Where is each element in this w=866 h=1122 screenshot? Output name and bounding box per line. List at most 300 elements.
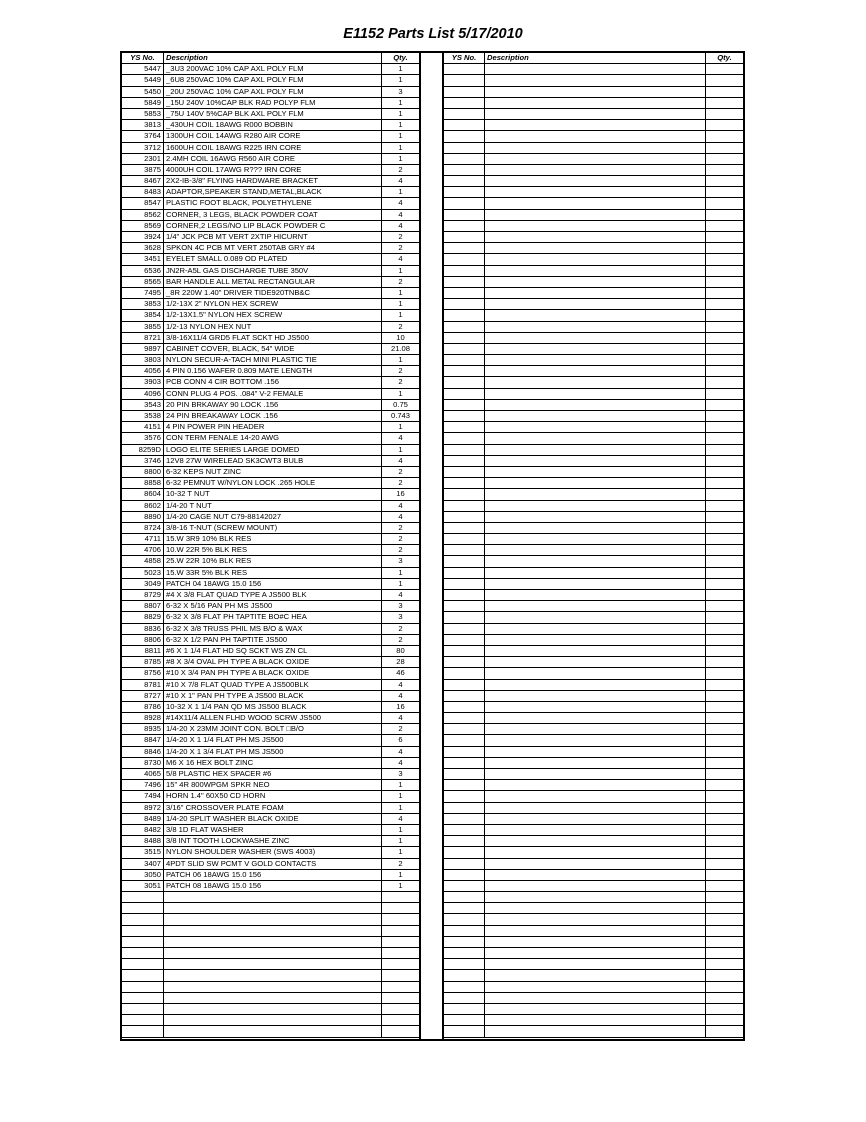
empty-table-row xyxy=(444,892,743,903)
qty-cell xyxy=(706,299,743,309)
ys-no-cell xyxy=(444,1004,485,1014)
table-row xyxy=(122,847,419,858)
ys-no-cell: 8846 xyxy=(122,747,164,757)
ys-no-cell: 4151 xyxy=(122,422,164,432)
qty-cell xyxy=(706,187,743,197)
empty-table-row xyxy=(444,568,743,579)
empty-table-row xyxy=(444,489,743,500)
empty-table-row xyxy=(444,758,743,769)
ys-no-cell xyxy=(444,803,485,813)
ys-no-cell xyxy=(444,735,485,745)
empty-table-row xyxy=(444,366,743,377)
description-cell xyxy=(485,612,706,622)
ys-no-cell: 8847 xyxy=(122,735,164,745)
empty-table-row xyxy=(444,254,743,265)
ys-no-cell: 8786 xyxy=(122,702,164,712)
description-cell: 1/4-20 T NUT xyxy=(164,501,382,511)
description-cell: _75U 140V 5%CAP BLK AXL POLY FLM xyxy=(164,109,382,119)
ys-no-cell: 3712 xyxy=(122,143,164,153)
description-cell: 3/8 1D FLAT WASHER xyxy=(164,825,382,835)
qty-cell: 2 xyxy=(398,276,403,286)
ys-no-cell xyxy=(444,903,485,913)
ys-no-cell xyxy=(444,433,485,443)
qty-cell xyxy=(706,254,743,264)
table-row xyxy=(122,512,419,523)
description-cell: 20 PIN BRKAWAY 90 LOCK .156 xyxy=(164,400,382,410)
table-row xyxy=(122,680,419,691)
ys-no-cell xyxy=(444,377,485,387)
table-row xyxy=(122,780,419,791)
qty-cell xyxy=(382,1026,419,1036)
qty-cell: 4 xyxy=(398,679,403,689)
description-cell xyxy=(485,568,706,578)
description-cell: PCB CONN 4 CIR BOTTOM .156 xyxy=(164,377,382,387)
qty-cell: 1 xyxy=(398,869,403,879)
description-cell: #6 X 1 1/4 FLAT HD SQ SCKT WS ZN CL xyxy=(164,646,382,656)
ys-no-cell: 8547 xyxy=(122,198,164,208)
qty-cell xyxy=(706,836,743,846)
ys-no-cell xyxy=(444,624,485,634)
qty-cell xyxy=(706,221,743,231)
qty-cell xyxy=(706,344,743,354)
ys-no-cell xyxy=(444,210,485,220)
qty-cell xyxy=(706,333,743,343)
description-cell xyxy=(485,735,706,745)
header-ys-no: YS No. xyxy=(444,53,485,63)
ys-no-cell xyxy=(444,75,485,85)
description-cell xyxy=(485,501,706,511)
empty-table-row xyxy=(444,724,743,735)
empty-table-row xyxy=(444,411,743,422)
description-cell: LOGO ELITE SERIES LARGE DOMED xyxy=(164,445,382,455)
ys-no-cell: 7496 xyxy=(122,780,164,790)
description-cell xyxy=(485,780,706,790)
empty-table-row xyxy=(444,98,743,109)
ys-no-cell xyxy=(444,355,485,365)
qty-cell xyxy=(706,389,743,399)
table-row xyxy=(122,433,419,444)
description-cell xyxy=(485,993,706,1003)
qty-cell xyxy=(382,1004,419,1014)
qty-cell: 1 xyxy=(398,355,403,365)
ys-no-cell xyxy=(444,612,485,622)
qty-cell xyxy=(706,948,743,958)
description-cell xyxy=(485,143,706,153)
description-cell xyxy=(485,948,706,958)
description-cell xyxy=(485,467,706,477)
qty-cell: 4 xyxy=(398,813,403,823)
empty-table-row xyxy=(444,143,743,154)
ys-no-cell xyxy=(444,556,485,566)
description-cell: 1/2-13X 2" NYLON HEX SCREW xyxy=(164,299,382,309)
ys-no-cell: 4706 xyxy=(122,545,164,555)
ys-no-cell: 8785 xyxy=(122,657,164,667)
header-description: Description xyxy=(485,53,706,63)
qty-cell xyxy=(706,232,743,242)
qty-cell xyxy=(706,568,743,578)
table-row xyxy=(122,411,419,422)
empty-table-row xyxy=(444,523,743,534)
ys-no-cell xyxy=(444,176,485,186)
table-row xyxy=(122,668,419,679)
qty-cell xyxy=(706,970,743,980)
qty-cell xyxy=(706,635,743,645)
ys-no-cell xyxy=(444,523,485,533)
qty-cell xyxy=(706,993,743,1003)
ys-no-cell xyxy=(444,635,485,645)
description-cell: 6-32 X 5/16 PAN PH MS JS500 xyxy=(164,601,382,611)
empty-table-row xyxy=(444,881,743,892)
table-row xyxy=(122,836,419,847)
qty-cell: 2 xyxy=(398,724,403,734)
qty-cell xyxy=(706,903,743,913)
empty-table-row xyxy=(444,702,743,713)
empty-table-row xyxy=(444,243,743,254)
table-row xyxy=(122,198,419,209)
description-cell: HORN 1.4" 60X50 CD HORN xyxy=(164,791,382,801)
description-cell xyxy=(164,903,382,913)
ys-no-cell xyxy=(444,87,485,97)
ys-no-cell: 8811 xyxy=(122,646,164,656)
ys-no-cell xyxy=(444,422,485,432)
description-cell xyxy=(485,803,706,813)
description-cell: BAR HANDLE ALL METAL RECTANGULAR xyxy=(164,277,382,287)
description-cell xyxy=(164,959,382,969)
description-cell xyxy=(485,489,706,499)
ys-no-cell: 8724 xyxy=(122,523,164,533)
description-cell xyxy=(485,970,706,980)
empty-table-row xyxy=(122,982,419,993)
qty-cell xyxy=(706,310,743,320)
empty-table-row xyxy=(444,624,743,635)
ys-no-cell: 5447 xyxy=(122,64,164,74)
ys-no-cell xyxy=(444,579,485,589)
description-cell: NYLON SHOULDER WASHER (SWS 4003) xyxy=(164,847,382,857)
description-cell xyxy=(485,512,706,522)
description-cell: #4 X 3/8 FLAT QUAD TYPE A JS500 BLK xyxy=(164,590,382,600)
ys-no-cell: 4711 xyxy=(122,534,164,544)
qty-cell xyxy=(706,165,743,175)
table-row xyxy=(122,758,419,769)
qty-cell xyxy=(706,758,743,768)
table-header xyxy=(444,53,743,64)
ys-no-cell xyxy=(444,1026,485,1036)
empty-table-row xyxy=(444,322,743,333)
table-row xyxy=(122,389,419,400)
qty-cell xyxy=(706,601,743,611)
description-cell: _3U3 200VAC 10% CAP AXL POLY FLM xyxy=(164,64,382,74)
description-cell xyxy=(485,646,706,656)
table-row xyxy=(122,344,419,355)
table-row xyxy=(122,624,419,635)
table-row xyxy=(122,724,419,735)
description-cell xyxy=(485,411,706,421)
ys-no-cell: 5450 xyxy=(122,87,164,97)
qty-cell xyxy=(706,433,743,443)
qty-cell: 4 xyxy=(398,433,403,443)
table-row xyxy=(122,859,419,870)
qty-cell: 2 xyxy=(398,321,403,331)
ys-no-cell: 8890 xyxy=(122,512,164,522)
table-row xyxy=(122,747,419,758)
description-cell: #10 X 7/8 FLAT QUAD TYPE A JS500BLK xyxy=(164,680,382,690)
empty-table-row xyxy=(122,959,419,970)
description-cell: _20U 250VAC 10% CAP AXL POLY FLM xyxy=(164,87,382,97)
table-row xyxy=(122,825,419,836)
description-cell: 10-32 X 1 1/4 PAN QD MS JS500 BLACK xyxy=(164,702,382,712)
description-cell: 1600UH COIL 18AWG R225 IRN CORE xyxy=(164,143,382,153)
qty-cell xyxy=(706,825,743,835)
table-row xyxy=(122,109,419,120)
table-row xyxy=(122,422,419,433)
ys-no-cell xyxy=(122,1026,164,1036)
ys-no-cell xyxy=(122,1004,164,1014)
description-cell: 4 PIN POWER PIN HEADER xyxy=(164,422,382,432)
ys-no-cell: 8467 xyxy=(122,176,164,186)
description-cell: CONN PLUG 4 POS. .084" V-2 FEMALE xyxy=(164,389,382,399)
qty-cell xyxy=(706,914,743,924)
qty-cell: 1 xyxy=(398,880,403,890)
ys-no-cell: 8807 xyxy=(122,601,164,611)
ys-no-cell xyxy=(444,232,485,242)
table-row xyxy=(122,523,419,534)
description-cell: 3/8-16X11/4 GRD5 FLAT SCKT HD JS500 xyxy=(164,333,382,343)
table-row xyxy=(122,232,419,243)
description-cell xyxy=(485,187,706,197)
qty-cell xyxy=(706,870,743,880)
description-cell xyxy=(485,333,706,343)
ys-no-cell: 4056 xyxy=(122,366,164,376)
qty-cell: 2 xyxy=(398,232,403,241)
description-cell xyxy=(485,758,706,768)
empty-table-row xyxy=(444,377,743,388)
description-cell xyxy=(485,713,706,723)
header-qty: Qty. xyxy=(393,53,408,62)
empty-table-row xyxy=(444,299,743,310)
description-cell xyxy=(485,534,706,544)
qty-cell xyxy=(706,322,743,332)
qty-cell: 4 xyxy=(398,220,403,230)
description-cell xyxy=(485,859,706,869)
description-cell: 4PDT SLID SW PCMT V GOLD CONTACTS xyxy=(164,859,382,869)
ys-no-cell xyxy=(444,400,485,410)
qty-cell xyxy=(706,1004,743,1014)
empty-table-row xyxy=(444,691,743,702)
qty-cell: 4 xyxy=(398,511,403,521)
qty-cell xyxy=(382,970,419,980)
empty-table-row xyxy=(122,914,419,925)
description-cell xyxy=(485,355,706,365)
ys-no-cell: 3451 xyxy=(122,254,164,264)
ys-no-cell xyxy=(444,322,485,332)
table-row xyxy=(122,143,419,154)
empty-table-row xyxy=(444,646,743,657)
qty-cell xyxy=(706,512,743,522)
description-cell xyxy=(485,389,706,399)
empty-table-row xyxy=(122,926,419,937)
empty-table-row xyxy=(444,993,743,1004)
ys-no-cell: 8972 xyxy=(122,803,164,813)
description-cell: 6-32 X 1/2 PAN PH TAPTITE JS500 xyxy=(164,635,382,645)
empty-table-row xyxy=(444,433,743,444)
table-row xyxy=(122,579,419,590)
description-cell xyxy=(485,456,706,466)
ys-no-cell: 4065 xyxy=(122,769,164,779)
qty-cell: 1 xyxy=(398,824,403,834)
ys-no-cell: 3875 xyxy=(122,165,164,175)
ys-no-cell xyxy=(444,411,485,421)
qty-cell xyxy=(706,624,743,634)
ys-no-cell xyxy=(444,344,485,354)
description-cell: 1/4-20 X 1 3/4 FLAT PH MS JS500 xyxy=(164,747,382,757)
ys-no-cell xyxy=(444,221,485,231)
empty-table-row xyxy=(122,1026,419,1037)
description-cell: NYLON SECUR-A-TACH MINI PLASTIC TIE xyxy=(164,355,382,365)
table-row xyxy=(122,187,419,198)
qty-cell: 2 xyxy=(398,858,403,868)
qty-cell: 1 xyxy=(398,142,403,152)
ys-no-cell xyxy=(444,243,485,253)
qty-cell xyxy=(706,198,743,208)
qty-cell xyxy=(706,691,743,701)
description-cell: CON TERM FENALE 14-20 AWG xyxy=(164,433,382,443)
description-cell: PATCH 06 18AWG 15.0 156 xyxy=(164,870,382,880)
description-cell: 24 PIN BREAKAWAY LOCK .156 xyxy=(164,411,382,421)
qty-cell: 21.08 xyxy=(390,343,410,353)
ys-no-cell xyxy=(444,456,485,466)
description-cell xyxy=(485,254,706,264)
ys-no-cell xyxy=(444,445,485,455)
table-row xyxy=(122,691,419,702)
description-cell xyxy=(485,478,706,488)
empty-table-row xyxy=(444,210,743,221)
description-cell xyxy=(485,433,706,443)
description-cell xyxy=(485,445,706,455)
table-row xyxy=(122,501,419,512)
qty-cell xyxy=(706,377,743,387)
ys-no-cell xyxy=(444,859,485,869)
ys-no-cell xyxy=(444,568,485,578)
ys-no-cell: 3924 xyxy=(122,232,164,242)
empty-table-row xyxy=(444,198,743,209)
qty-cell xyxy=(706,87,743,97)
description-cell xyxy=(164,982,382,992)
table-row xyxy=(122,646,419,657)
empty-table-row xyxy=(444,982,743,993)
ys-no-cell: 3543 xyxy=(122,400,164,410)
ys-no-cell xyxy=(444,266,485,276)
qty-cell xyxy=(706,355,743,365)
ys-no-cell xyxy=(444,165,485,175)
qty-cell xyxy=(706,243,743,253)
description-cell xyxy=(485,881,706,891)
table-row xyxy=(122,489,419,500)
qty-cell xyxy=(706,176,743,186)
table-row xyxy=(122,64,419,75)
description-cell: PATCH 04 18AWG 15.0 156 xyxy=(164,579,382,589)
description-cell: 3/16" CROSSOVER PLATE FOAM xyxy=(164,803,382,813)
qty-cell xyxy=(706,847,743,857)
ys-no-cell: 5849 xyxy=(122,98,164,108)
table-row xyxy=(122,803,419,814)
qty-cell xyxy=(706,411,743,421)
ys-no-cell xyxy=(444,478,485,488)
qty-cell: 3 xyxy=(398,556,403,566)
description-cell: 6-32 KEPS NUT ZINC xyxy=(164,467,382,477)
qty-cell: 3 xyxy=(398,769,403,778)
ys-no-cell xyxy=(444,758,485,768)
ys-no-cell xyxy=(444,131,485,141)
qty-cell xyxy=(706,814,743,824)
qty-cell: 3 xyxy=(398,612,403,622)
ys-no-cell: 3803 xyxy=(122,355,164,365)
qty-cell: 2 xyxy=(398,634,403,644)
description-cell xyxy=(485,243,706,253)
qty-cell: 2 xyxy=(398,366,403,376)
description-cell xyxy=(485,680,706,690)
header-ys-no: YS No. xyxy=(122,53,164,63)
description-cell: 6-32 X 3/8 FLAT PH TAPTITE BO#C HEA xyxy=(164,612,382,622)
empty-table-row xyxy=(444,859,743,870)
description-cell: 5/8 PLASTIC HEX SPACER #6 xyxy=(164,769,382,779)
description-cell xyxy=(485,556,706,566)
qty-cell: 2 xyxy=(398,243,403,253)
qty-cell: 1 xyxy=(398,187,403,197)
ys-no-cell: 4858 xyxy=(122,556,164,566)
ys-no-cell xyxy=(444,254,485,264)
ys-no-cell xyxy=(444,847,485,857)
description-cell: CABINET COVER, BLACK, 54" WIDE xyxy=(164,344,382,354)
description-cell xyxy=(485,310,706,320)
table-row xyxy=(122,814,419,825)
description-cell: 3/8-16 T-NUT (SCREW MOUNT) xyxy=(164,523,382,533)
ys-no-cell xyxy=(444,366,485,376)
description-cell xyxy=(485,545,706,555)
description-cell xyxy=(485,1026,706,1036)
description-cell xyxy=(485,366,706,376)
qty-cell: 1 xyxy=(398,791,403,801)
ys-no-cell xyxy=(444,926,485,936)
description-cell: PATCH 08 18AWG 15.0 156 xyxy=(164,881,382,891)
description-cell xyxy=(485,299,706,309)
description-cell xyxy=(485,377,706,387)
qty-cell: 16 xyxy=(396,701,405,711)
empty-table-row xyxy=(444,310,743,321)
empty-table-row xyxy=(444,75,743,86)
description-cell: 15" 4R 800WPGM SPKR NEO xyxy=(164,780,382,790)
table-row xyxy=(122,98,419,109)
description-cell: 6-32 X 3/8 TRUSS PHIL MS B/O & WAX xyxy=(164,624,382,634)
ys-no-cell xyxy=(122,1015,164,1025)
empty-table-row xyxy=(444,534,743,545)
ys-no-cell: 3051 xyxy=(122,881,164,891)
qty-cell: 1 xyxy=(398,64,403,74)
empty-table-row xyxy=(444,1026,743,1037)
qty-cell: 1 xyxy=(398,108,403,118)
qty-cell: 1 xyxy=(398,153,403,163)
qty-cell xyxy=(706,937,743,947)
parts-table-right xyxy=(442,51,745,1041)
qty-cell: 2 xyxy=(398,522,403,532)
ys-no-cell xyxy=(444,791,485,801)
description-cell xyxy=(485,288,706,298)
empty-table-row xyxy=(444,1004,743,1015)
ys-no-cell xyxy=(444,780,485,790)
qty-cell xyxy=(706,366,743,376)
description-cell xyxy=(485,176,706,186)
ys-no-cell: 3746 xyxy=(122,456,164,466)
table-row xyxy=(122,377,419,388)
